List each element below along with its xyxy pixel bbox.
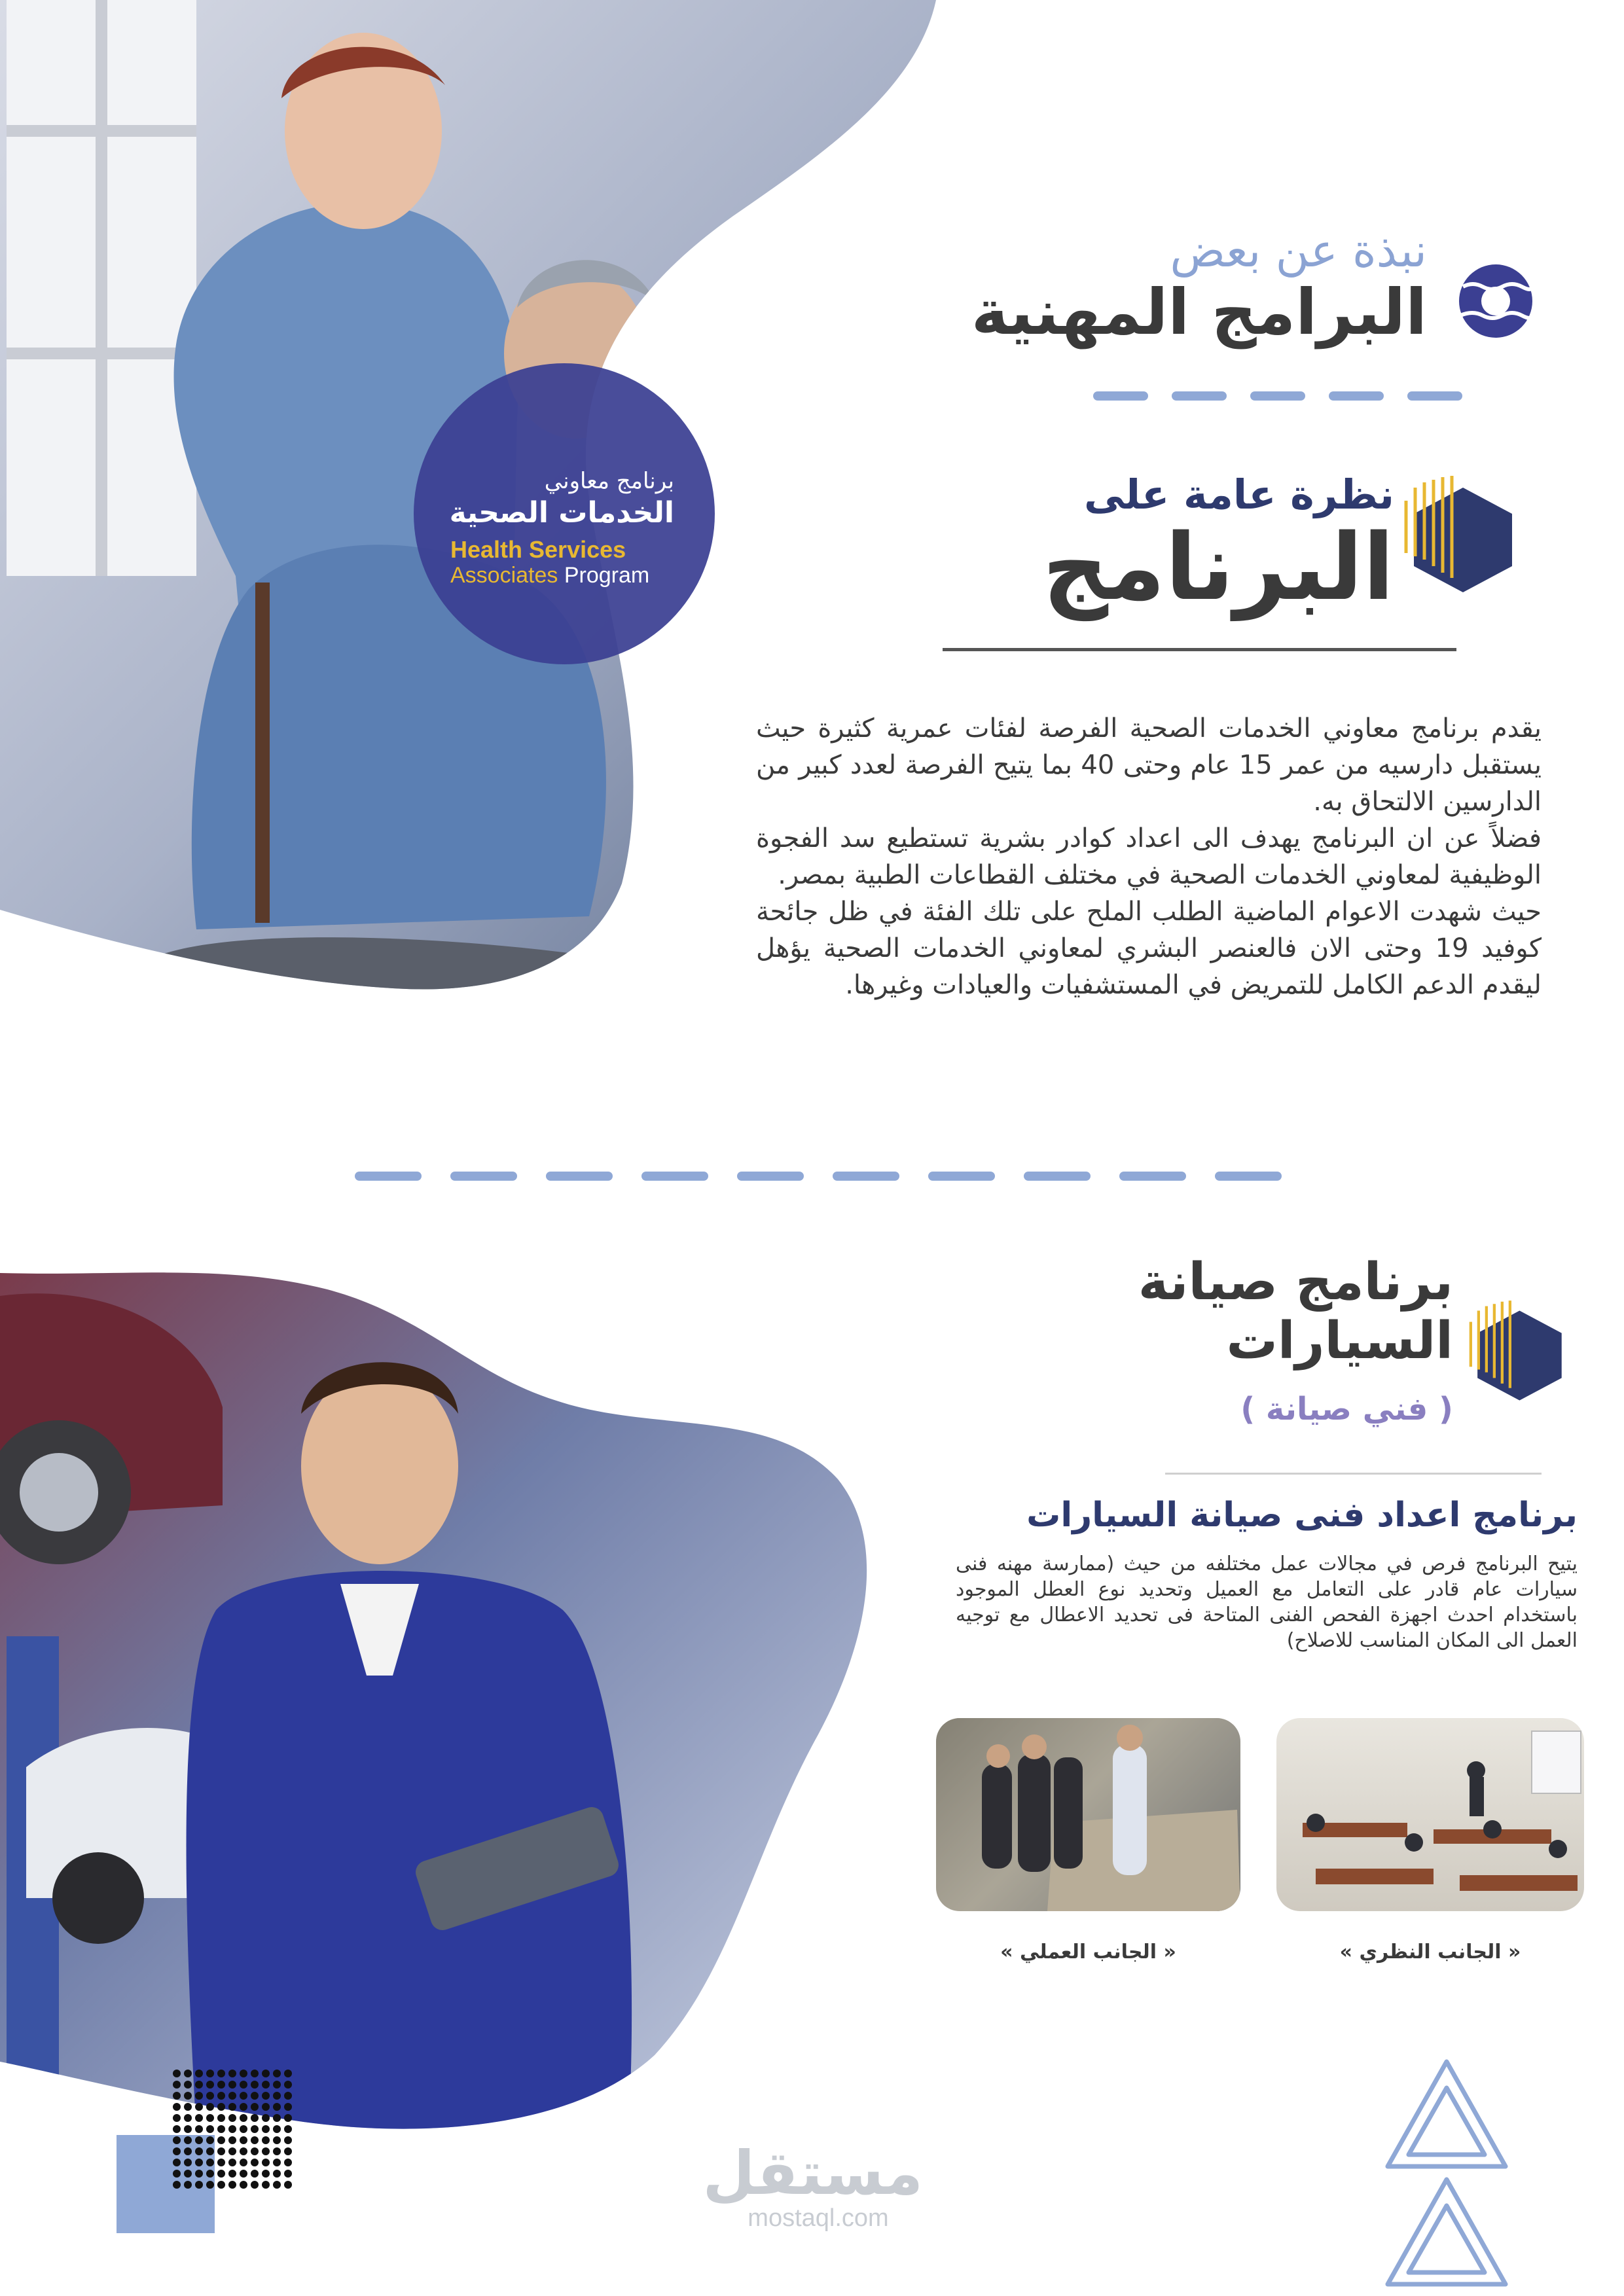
watermark-logo: مستقل: [702, 2138, 923, 2208]
practical-photo: [936, 1718, 1240, 1911]
program-badge-text: [432, 468, 674, 531]
overview-paragraph: حيث شهدت الاعوام الماضية الطلب الملح على تلك الفئة في ظل جائحة كوفيد 19 وحتى الان فالعنصر البشري لمعاوني الخدمات الصحية يؤهل ليقدم الدعم الكامل للتمريض في المستشفيات والعيادات وغيرها.: [756, 897, 1542, 1000]
overview-body: [756, 710, 1542, 1003]
watermark: [702, 2138, 923, 2234]
practical-caption: « الجانب العملي »: [1000, 1941, 1176, 1964]
wave-circle-icon: [1456, 262, 1535, 340]
auto-title-line1: برنامج صيانة: [1138, 1253, 1453, 1312]
overview-heading: [943, 471, 1394, 622]
auto-divider: [1165, 1473, 1542, 1475]
auto-subtitle: ( فني صيانة ): [1240, 1391, 1453, 1427]
overview-title: البرنامج: [1042, 514, 1394, 622]
auto-section-title: برنامج اعداد فنى صيانة السيارات: [1026, 1496, 1578, 1535]
overview-paragraph: يقدم برنامج معاوني الخدمات الصحية الفرصة لفئات عمرية كثيرة حيث يستقبل دارسيه من عمر 15 عام وحتى 40 بما يتيح الفرصة لعدد كبير من الدارسين الالتحاق به.: [756, 713, 1542, 817]
badge-ar-line1: برنامج معاوني: [544, 468, 674, 494]
header: [916, 226, 1427, 348]
watermark-domain: mostaql.com: [748, 2204, 889, 2232]
overview-paragraph: فضلاً عن ان البرنامج يهدف الى اعداد كوادر بشرية تستطيع سد الفجوة الوظيفية لمعاوني الخدمات الصحية في مختلف القطاعات الطبية بمصر.: [756, 823, 1542, 890]
auto-heading: [1047, 1253, 1453, 1371]
theory-photo: [1276, 1718, 1584, 1911]
badge-ar-line2: الخدمات الصحية: [449, 495, 674, 529]
overview-kicker: نظرة عامة على: [1083, 471, 1394, 518]
mechanic-photo: [0, 1263, 916, 2147]
header-kicker: نبذة عن بعض: [1170, 224, 1427, 278]
dot-grid-decor: [170, 2067, 295, 2191]
badge-en-line2a: Associates: [450, 562, 558, 588]
page-title: البرامج المهنية: [971, 276, 1427, 349]
auto-title-line2: السيارات: [1226, 1311, 1453, 1371]
auto-body: يتيح البرنامج فرص في مجالات عمل مختلفه من حيث (ممارسة مهنه فنى سيارات عام قادر على التعامل مع العميل وتحديد نوع العطل الموجود باستخدام احدث اجهزة الفحص الفنى المتاحة فى تحديد الاعطال مع توجيه العمل الى المكان المناسب للاصلاح): [956, 1552, 1578, 1652]
header-divider: [1093, 391, 1462, 401]
badge-en-line2b: Program: [564, 562, 650, 588]
badge-en-line1: Health Services: [450, 536, 626, 563]
overview-underline: [943, 648, 1456, 651]
hexagon-stripes-icon: [1401, 475, 1515, 592]
section-divider: [355, 1172, 1282, 1181]
triangle-decor-icon: [1381, 2055, 1512, 2291]
program-badge-english: [450, 537, 693, 588]
theory-caption: « الجانب النظري »: [1339, 1941, 1521, 1964]
hexagon-stripes-icon: [1466, 1299, 1564, 1401]
